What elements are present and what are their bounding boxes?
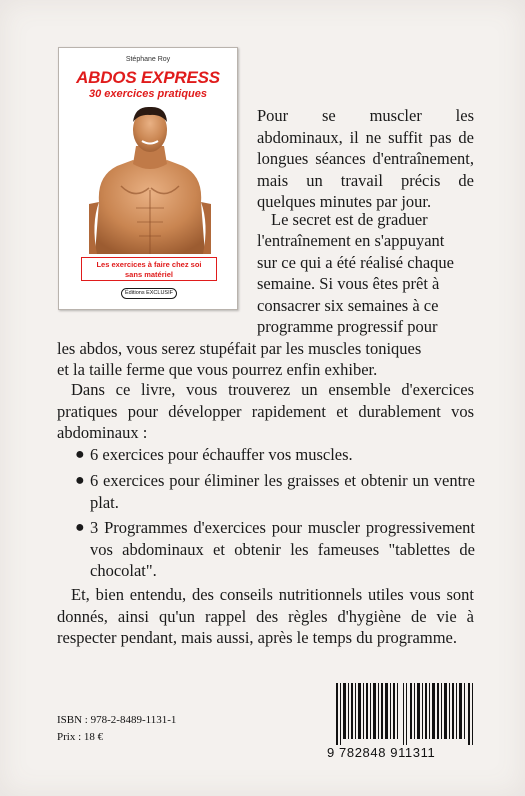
intro-line: les abdos, vous serez stupéfait par les muscles toniques (57, 339, 422, 358)
cover-author: Stéphane Roy (125, 56, 171, 63)
intro-paragraph-1: Pour se muscler les abdominaux, il ne suffit pas de longues séances d'entraînement, mais un travail précis de quelques minutes par jour. (257, 106, 474, 212)
intro-line: et la taille ferme que vous pourrez enfin exhiber. (57, 360, 378, 379)
bullet-dot-icon: ● (75, 446, 85, 463)
bullet-dot-icon: ● (75, 472, 85, 489)
barcode-image (336, 683, 476, 745)
bullet-item (75, 517, 475, 582)
bullet-item (75, 470, 475, 513)
cover-banner-line2: sans matériel (125, 270, 173, 279)
bullet-item (75, 444, 475, 466)
bullet-text: 6 exercices pour échauffer vos muscles. (90, 445, 353, 464)
bullet-text: 6 exercices pour éliminer les graisses et obtenir un ventre plat. (90, 471, 475, 512)
bullet-text: 3 Programmes d'exercices pour muscler progressivement vos abdominaux et obtenir les fameuses "tablettes de chocolat". (90, 518, 475, 581)
cover-publisher-badge: Éditions EXCLUSIF (121, 288, 177, 299)
intro-line: semaine. Si vous êtes prêt à (257, 274, 440, 293)
closing-paragraph: Et, bien entendu, des conseils nutritionnels utiles vous sont donnés, ainsi qu'un rappel des règles d'hygiène de vie à respecter pendant, mais aussi, après le temps du programme. (57, 585, 474, 648)
price-text: Prix : 18 € (57, 731, 104, 743)
intro-line: l'entraînement en s'appuyant (257, 231, 445, 250)
cover-banner (81, 257, 217, 281)
content-lead-paragraph: Dans ce livre, vous trouverez un ensemble d'exercices pratiques pour développer rapidement et durablement vos abdominaux : (57, 380, 474, 443)
barcode-digits: 9 782848 911311 (327, 745, 436, 760)
book-cover-image (58, 47, 238, 310)
cover-subtitle: 30 exercices pratiques (88, 88, 208, 100)
intro-line: Le secret est de graduer (271, 210, 428, 229)
cover-title: ABDOS EXPRESS (76, 68, 220, 87)
intro-line: programme progressif pour (257, 317, 438, 336)
intro-line: sur ce qui a été réalisé chaque (257, 253, 454, 272)
cover-banner-line1: Les exercices à faire chez soi (96, 260, 202, 269)
cover-athlete-photo (89, 104, 211, 254)
bullet-dot-icon: ● (75, 519, 85, 536)
intro-line: consacrer six semaines à ce (257, 296, 439, 315)
isbn-text: ISBN : 978-2-8489-1131-1 (57, 714, 177, 726)
